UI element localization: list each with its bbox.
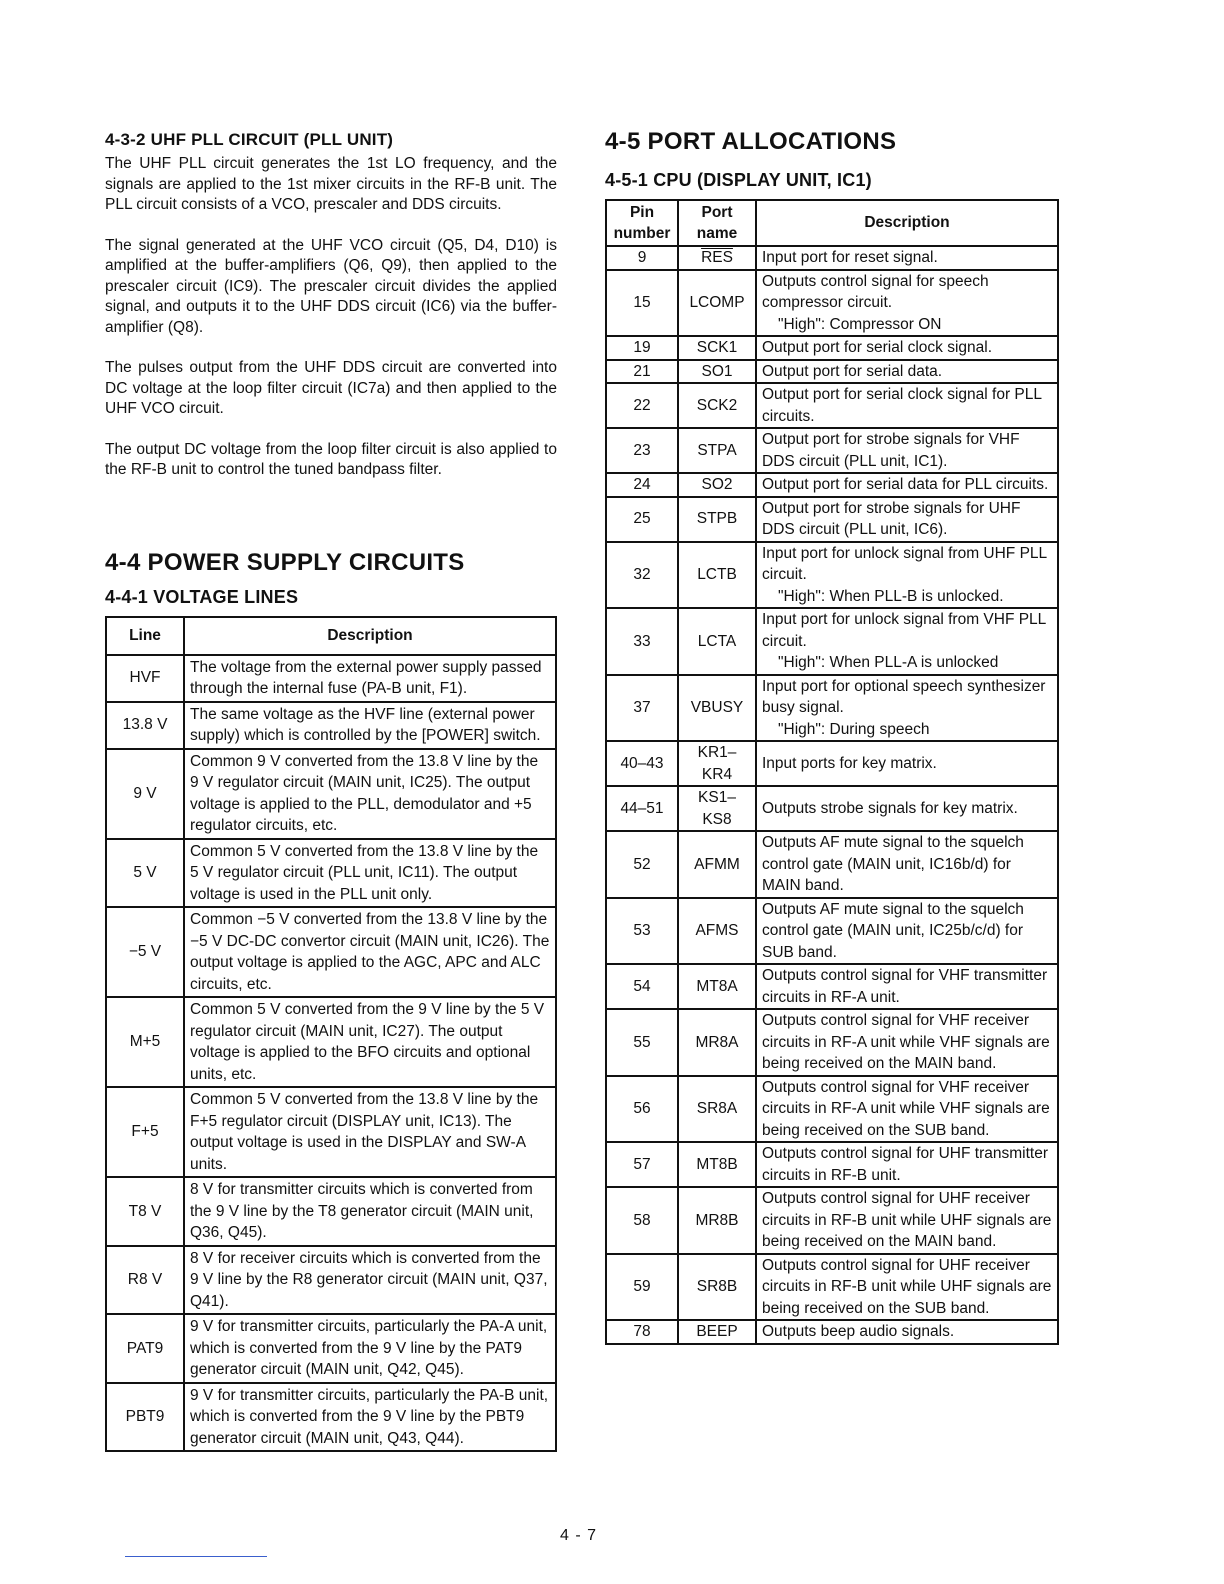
port-allocation-table <box>605 199 1059 1345</box>
table-row <box>606 608 1058 675</box>
column-header-description: Description <box>184 617 556 655</box>
pin-number-cell: 37 <box>606 675 678 742</box>
port-name: $\overline{RES}$ <box>701 249 733 266</box>
table-row <box>606 964 1058 1009</box>
description-text: Output port for serial clock signal. <box>762 339 993 356</box>
line-cell: 9 V <box>106 749 184 839</box>
pin-number-cell: 9 <box>606 246 678 270</box>
description-cell: 8 V for transmitter circuits which is converted from the 9 V line by the T8 generator circuit (MAIN unit, Q36, Q45). <box>184 1177 556 1246</box>
port-name-cell <box>678 473 756 497</box>
description-text: Outputs control signal for UHF receiver circuits in RF-B unit while UHF signals are being received on the SUB band. <box>762 1256 1052 1317</box>
port-name: LCTB <box>697 566 737 583</box>
pin-number-cell: 21 <box>606 360 678 384</box>
port-name-cell <box>678 497 756 542</box>
table-row <box>606 1142 1058 1187</box>
description-cell <box>756 831 1058 898</box>
paragraph: The pulses output from the UHF DDS circuit are converted into DC voltage at the loop filter circuit (IC7a) and then applied to the UHF VCO circuit. <box>105 359 557 417</box>
port-name: SR8B <box>696 1278 738 1295</box>
subsection-heading-voltage-lines: 4-4-1 VOLTAGE LINES <box>105 586 299 607</box>
description-text: Input ports for key matrix. <box>762 754 937 772</box>
pin-number-cell: 40–43 <box>606 741 678 786</box>
table-row <box>106 655 556 702</box>
pin-number-cell: 33 <box>606 608 678 675</box>
description-text: Input port for optional speech synthesizer busy signal. <box>762 677 1046 716</box>
line-cell: PAT9 <box>106 1314 184 1383</box>
description-text: Outputs AF mute signal to the squelch control gate (MAIN unit, IC16b/d) for MAIN band. <box>762 834 1024 894</box>
description-cell: Common −5 V converted from the 13.8 V line by the −5 V DC-DC convertor circuit (MAIN unit, IC26). The output voltage is applied to the AGC, APC and ALC circuits, etc. <box>184 907 556 997</box>
table-row <box>606 1187 1058 1254</box>
table-row <box>106 907 556 997</box>
port-name-cell <box>678 336 756 360</box>
port-name-cell <box>678 741 756 786</box>
pin-number-cell: 32 <box>606 542 678 609</box>
description-cell <box>756 246 1058 270</box>
line-cell: T8 V <box>106 1177 184 1246</box>
port-name-cell <box>678 1187 756 1254</box>
description-cell: 9 V for transmitter circuits, particularly the PA-B unit, which is converted from the 9 V line by the PBT9 generator circuit (MAIN unit, Q43, Q44). <box>184 1383 556 1452</box>
description-cell <box>756 542 1058 609</box>
description-cell <box>756 964 1058 1009</box>
pin-number-cell: 58 <box>606 1187 678 1254</box>
subsection-heading-cpu: 4-5-1 CPU (DISPLAY UNIT, IC1) <box>605 170 872 190</box>
column-header-description: Description <box>756 200 1058 246</box>
table-row <box>606 1009 1058 1076</box>
description-cell <box>756 786 1058 831</box>
port-name-cell <box>678 246 756 270</box>
description-cell: Common 5 V converted from the 9 V line by the 5 V regulator circuit (MAIN unit, IC27). The output voltage is applied to the BFO circuits and optional units, etc. <box>184 997 556 1087</box>
port-name: KS1– KS8 <box>698 789 736 828</box>
description-text: Output port for strobe signals for UHF DDS circuit (PLL unit, IC6). <box>762 499 1021 538</box>
voltage-table-body <box>106 655 556 1452</box>
table-row <box>106 997 556 1087</box>
description-text: Outputs control signal for VHF receiver circuits in RF-A unit while VHF signals are being received on the MAIN band. <box>762 1012 1050 1072</box>
port-name: VBUSY <box>690 699 744 716</box>
table-row <box>606 497 1058 542</box>
table-row <box>606 831 1058 898</box>
description-cell <box>756 1320 1058 1344</box>
pin-number-cell: 78 <box>606 1320 678 1344</box>
port-name-cell <box>678 831 756 898</box>
port-name-cell <box>678 964 756 1009</box>
description-text: Outputs control signal for VHF receiver circuits in RF-A unit while VHF signals are being received on the SUB band. <box>762 1078 1050 1139</box>
table-row <box>606 336 1058 360</box>
line-cell: PBT9 <box>106 1383 184 1452</box>
description-cell: Common 9 V converted from the 13.8 V line by the 9 V regulator circuit (MAIN unit, IC25). The output voltage is applied to the PLL, demodulator and +5 regulator circuits, etc. <box>184 749 556 839</box>
port-name: SR8A <box>696 1100 738 1117</box>
pin-number-cell: 25 <box>606 497 678 542</box>
line-cell: R8 V <box>106 1246 184 1315</box>
port-name: MT8B <box>696 1155 738 1173</box>
table-header-row <box>606 200 1058 246</box>
table-row <box>606 428 1058 473</box>
pin-number-cell: 19 <box>606 336 678 360</box>
description-text: Outputs strobe signals for key matrix. <box>762 799 1018 817</box>
line-cell: M+5 <box>106 997 184 1087</box>
table-row <box>606 675 1058 742</box>
description-cell: Common 5 V converted from the 13.8 V line by the F+5 regulator circuit (DISPLAY unit, IC13). The output voltage is used in the DISPLAY and SW-A units. <box>184 1087 556 1177</box>
port-name: BEEP <box>696 1323 738 1340</box>
column-header-line: Line <box>106 617 184 655</box>
section-heading-port-allocations: 4-5 PORT ALLOCATIONS <box>605 128 897 155</box>
description-cell <box>756 1009 1058 1076</box>
table-row <box>106 702 556 749</box>
description-cell <box>756 497 1058 542</box>
footer-rule <box>125 1556 267 1557</box>
pin-number-cell: 57 <box>606 1142 678 1187</box>
port-name: SO1 <box>701 362 733 380</box>
description-cell <box>756 473 1058 497</box>
description-note: "High": During speech <box>778 720 930 738</box>
description-cell <box>756 898 1058 965</box>
table-row <box>106 1314 556 1383</box>
port-name: MR8B <box>695 1211 739 1229</box>
port-name-cell <box>678 1254 756 1321</box>
port-name: LCOMP <box>689 294 745 311</box>
line-cell: F+5 <box>106 1087 184 1177</box>
description-cell <box>756 1076 1058 1143</box>
port-name-cell <box>678 1009 756 1076</box>
description-cell <box>756 336 1058 360</box>
section-heading-uhf-pll: 4-3-2 UHF PLL CIRCUIT (PLL UNIT) <box>105 130 394 149</box>
page-number: 4 - 7 <box>560 1527 598 1544</box>
port-name: SCK2 <box>696 396 738 414</box>
description-text: Input port for unlock signal from VHF PLL circuit. <box>762 611 1046 650</box>
line-cell: 5 V <box>106 839 184 908</box>
table-row <box>606 360 1058 384</box>
port-name: STPA <box>697 441 737 459</box>
port-name-cell <box>678 383 756 428</box>
description-text: Outputs AF mute signal to the squelch control gate (MAIN unit, IC25b/c/d) for SUB band. <box>762 900 1024 961</box>
left-column <box>105 130 557 1452</box>
description-note: "High": Compressor ON <box>778 315 942 333</box>
table-row <box>606 473 1058 497</box>
pin-number-cell: 53 <box>606 898 678 965</box>
table-row <box>106 749 556 839</box>
port-name: AFMM <box>694 855 740 873</box>
description-text: Output port for strobe signals for VHF DDS circuit (PLL unit, IC1). <box>762 431 1020 470</box>
column-header-pin-number: Pin number <box>606 200 678 246</box>
table-header-row <box>106 617 556 655</box>
description-cell <box>756 741 1058 786</box>
description-text: Outputs control signal for UHF receiver circuits in RF-B unit while UHF signals are being received on the MAIN band. <box>762 1190 1052 1250</box>
port-name: SO2 <box>701 476 733 493</box>
table-row <box>106 1177 556 1246</box>
port-name: KR1– KR4 <box>697 744 737 783</box>
description-cell <box>756 1187 1058 1254</box>
port-name-cell <box>678 1142 756 1187</box>
pin-number-cell: 24 <box>606 473 678 497</box>
table-row <box>606 246 1058 270</box>
port-name-cell <box>678 360 756 384</box>
table-row <box>606 898 1058 965</box>
line-cell: −5 V <box>106 907 184 997</box>
table-row <box>106 1087 556 1177</box>
description-cell: The same voltage as the HVF line (external power supply) which is controlled by the [POWER] switch. <box>184 702 556 749</box>
pin-number-cell: 54 <box>606 964 678 1009</box>
table-row <box>606 270 1058 337</box>
port-name: MT8A <box>696 977 738 995</box>
table-row <box>606 383 1058 428</box>
description-text: Outputs control signal for speech compressor circuit. <box>762 272 989 311</box>
table-row <box>106 1246 556 1315</box>
description-text: Output port for serial data. <box>762 362 943 380</box>
description-note: "High": When PLL-A is unlocked <box>778 654 999 671</box>
description-text: Input port for reset signal. <box>762 249 938 266</box>
description-cell <box>756 608 1058 675</box>
pin-number-cell: 22 <box>606 383 678 428</box>
table-row <box>606 1320 1058 1344</box>
description-cell <box>756 360 1058 384</box>
port-name-cell <box>678 675 756 742</box>
description-cell <box>756 1254 1058 1321</box>
description-note: "High": When PLL-B is unlocked. <box>778 587 1004 605</box>
table-row <box>606 1254 1058 1321</box>
description-text: Input port for unlock signal from UHF PLL circuit. <box>762 544 1047 583</box>
description-text: Outputs control signal for UHF transmitter circuits in RF-B unit. <box>762 1145 1048 1184</box>
port-name: AFMS <box>695 922 739 939</box>
line-cell: 13.8 V <box>106 702 184 749</box>
description-cell: The voltage from the external power supply passed through the internal fuse (PA-B unit, F1). <box>184 655 556 702</box>
pin-number-cell: 44–51 <box>606 786 678 831</box>
port-name-cell <box>678 898 756 965</box>
description-cell <box>756 428 1058 473</box>
description-cell <box>756 270 1058 337</box>
port-name: STPB <box>696 510 738 528</box>
pin-number-cell: 52 <box>606 831 678 898</box>
voltage-lines-table <box>105 616 557 1453</box>
table-row <box>106 839 556 908</box>
description-cell <box>756 675 1058 742</box>
port-name-cell <box>678 270 756 337</box>
port-name: MR8A <box>695 1033 739 1051</box>
description-text: Outputs control signal for VHF transmitter circuits in RF-A unit. <box>762 967 1048 1006</box>
description-text: Output port for serial clock signal for PLL circuits. <box>762 386 1042 425</box>
port-table-body <box>606 246 1058 1344</box>
table-row <box>106 1383 556 1452</box>
port-name-cell <box>678 428 756 473</box>
line-cell: HVF <box>106 655 184 702</box>
description-cell <box>756 1142 1058 1187</box>
column-header-port-name: Port name <box>678 200 756 246</box>
port-name: SCK1 <box>696 339 738 356</box>
port-name-cell <box>678 608 756 675</box>
port-name-cell <box>678 542 756 609</box>
table-row <box>606 542 1058 609</box>
description-cell: Common 5 V converted from the 13.8 V line by the 5 V regulator circuit (PLL unit, IC11). The output voltage is used in the PLL unit only. <box>184 839 556 908</box>
paragraph: The signal generated at the UHF VCO circuit (Q5, D4, D10) is amplified at the buffer-amplifiers (Q6, Q9), then applied to the prescaler circuit (IC9). The prescaler circuit divides the applied signal, and outputs it to the UHF DDS circuit (IC6) via the buffer-amplifier (Q8). <box>105 236 557 336</box>
right-column <box>605 128 1059 1345</box>
pin-number-cell: 56 <box>606 1076 678 1143</box>
table-row <box>606 741 1058 786</box>
pin-number-cell: 15 <box>606 270 678 337</box>
section-heading-power-supply: 4-4 POWER SUPPLY CIRCUITS <box>105 548 465 576</box>
table-row <box>606 786 1058 831</box>
port-name-cell <box>678 786 756 831</box>
pin-number-cell: 55 <box>606 1009 678 1076</box>
paragraph: The UHF PLL circuit generates the 1st LO frequency, and the signals are applied to the 1st mixer circuits in the RF-B unit. The PLL circuit consists of a VCO, prescaler and DDS circuits. <box>105 155 557 213</box>
description-text: Output port for serial data for PLL circuits. <box>762 476 1049 493</box>
pin-number-cell: 23 <box>606 428 678 473</box>
paragraph: The output DC voltage from the loop filter circuit is also applied to the RF-B unit to control the tuned bandpass filter. <box>105 440 557 478</box>
pin-number-cell: 59 <box>606 1254 678 1321</box>
description-text: Outputs beep audio signals. <box>762 1323 955 1340</box>
port-name-cell <box>678 1076 756 1143</box>
description-cell: 9 V for transmitter circuits, particularly the PA-A unit, which is converted from the 9 V line by the PAT9 generator circuit (MAIN unit, Q42, Q45). <box>184 1314 556 1383</box>
table-row <box>606 1076 1058 1143</box>
port-name: LCTA <box>697 632 737 650</box>
description-cell: 8 V for receiver circuits which is converted from the 9 V line by the R8 generator circuit (MAIN unit, Q37, Q41). <box>184 1246 556 1315</box>
port-name-cell <box>678 1320 756 1344</box>
description-cell <box>756 383 1058 428</box>
